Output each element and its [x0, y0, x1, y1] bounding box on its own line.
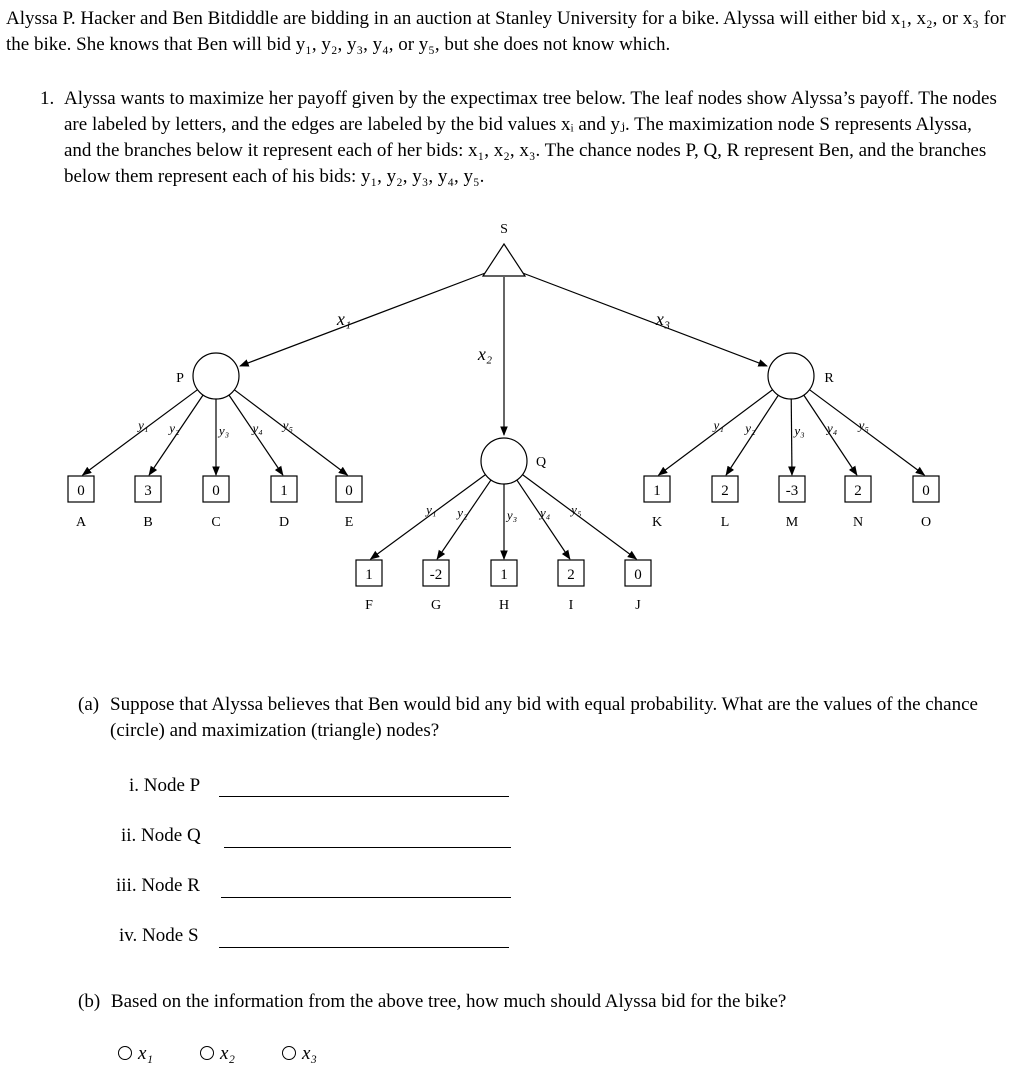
edge-label-q-y4: y₄ — [539, 505, 551, 521]
chance-node-p — [193, 353, 239, 399]
option-x2-label: x₂ — [220, 1043, 236, 1064]
node-label-s: S — [500, 222, 508, 237]
leaf-value-e: 0 — [345, 483, 353, 499]
node-label-q: Q — [535, 455, 547, 470]
leaf-label-l: L — [720, 515, 730, 530]
option-x2[interactable] — [200, 1043, 235, 1065]
question-1-text: Alyssa wants to maximize her payoff given by the expectimax tree below. The leaf nodes show Alyssa’s payoff. The nodes are labeled by letters, and the edges are labeled by the bid values xᵢ and yⱼ. The maximization node S represents Alyssa, and the branches below it represent each of her bids: x₁, x₂, x₃. The chance nodes P, Q, R represent Ben, and the branches below them represent each of his bids: y₁, y₂, y₃, y₄, y₅. — [64, 88, 997, 187]
leaf-label-a: A — [75, 515, 87, 530]
edge-r-m — [791, 399, 792, 475]
edge-label-r-y1: y₁ — [713, 417, 724, 433]
leaf-label-n: N — [852, 515, 864, 530]
answer-blank-s[interactable] — [219, 947, 509, 948]
leaf-value-g: -2 — [429, 567, 443, 583]
option-x1[interactable] — [118, 1043, 153, 1065]
edge-label-p-y1: y₁ — [138, 417, 149, 433]
edge-label-p-y4: y₄ — [252, 420, 263, 436]
edge-label-p-y5: y₅ — [282, 417, 293, 433]
answer-label-p: i. Node P — [129, 775, 201, 796]
leaf-label-b: B — [143, 515, 153, 530]
leaf-value-h: 1 — [500, 567, 508, 583]
answer-node-q — [121, 825, 201, 847]
answer-node-p — [129, 775, 200, 797]
answer-blank-p[interactable] — [219, 796, 509, 797]
leaf-label-i: I — [568, 598, 574, 613]
edge-label-r-y4: y₄ — [826, 420, 838, 436]
leaf-label-j: J — [635, 598, 641, 613]
edge-label-x2: x₂ — [477, 344, 493, 364]
edge-label-x1: x₁ — [336, 309, 352, 329]
radio-circle-icon[interactable] — [282, 1046, 296, 1060]
leaf-value-m: -3 — [785, 483, 799, 499]
node-label-r: R — [824, 371, 834, 386]
leaf-value-n: 2 — [854, 483, 862, 499]
answer-label-s: iv. Node S — [119, 925, 199, 946]
option-x3[interactable] — [282, 1043, 317, 1065]
question-1-number: 1. — [40, 88, 55, 109]
radio-circle-icon[interactable] — [200, 1046, 214, 1060]
edge-label-r-y2: y₂ — [745, 420, 756, 436]
part-b-text: Based on the information from the above tree, how much should Alyssa bid for the bike? — [110, 991, 787, 1012]
leaf-value-i: 2 — [567, 567, 575, 583]
leaf-label-c: C — [211, 515, 221, 530]
edge-label-r-y3: y₃ — [794, 422, 805, 438]
leaf-value-a: 0 — [77, 483, 85, 499]
leaf-value-f: 1 — [365, 567, 373, 583]
part-a-label: (a) — [78, 694, 100, 715]
answer-label-r: iii. Node R — [116, 875, 200, 896]
leaf-label-h: H — [498, 598, 510, 613]
max-node-s — [483, 244, 525, 276]
answer-blank-r[interactable] — [221, 897, 511, 898]
part-a — [78, 692, 1006, 744]
edge-label-q-y3: y₃ — [506, 507, 518, 523]
part-b-label: (b) — [78, 991, 101, 1012]
edge-label-p-y2: y₂ — [169, 420, 180, 436]
option-x3-label: x₃ — [302, 1043, 318, 1064]
answer-node-r — [116, 875, 200, 897]
leaf-label-m: M — [785, 515, 799, 530]
option-x1-label: x₁ — [138, 1043, 154, 1064]
leaf-label-f: F — [365, 598, 373, 613]
leaf-label-k: K — [651, 515, 663, 530]
part-a-text: Suppose that Alyssa believes that Ben would bid any bid with equal probability. What are the values of the chance (circle) and maximization (triangle) nodes? — [110, 694, 978, 741]
leaf-label-e: E — [344, 515, 354, 530]
answer-blank-q[interactable] — [224, 847, 511, 848]
part-b — [78, 989, 786, 1015]
edge-label-p-y3: y₃ — [218, 422, 230, 438]
intro-paragraph: Alyssa P. Hacker and Ben Bitdiddle are bidding in an auction at Stanley University for a bike. Alyssa will either bid x₁, x₂, or x₃ for the bike. She knows that Ben will bid y₁, y₂, y₃, y₄, or y₅, but she does not know which. — [6, 8, 1006, 55]
edge-s-r — [520, 272, 767, 366]
answer-node-s — [119, 925, 199, 947]
leaf-label-o: O — [920, 515, 932, 530]
leaf-value-c: 0 — [212, 483, 220, 499]
leaf-value-j: 0 — [634, 567, 642, 583]
edge-label-q-y5: y₅ — [571, 502, 582, 518]
edge-s-p — [240, 272, 488, 366]
leaf-label-g: G — [430, 598, 442, 613]
answer-label-q: ii. Node Q — [121, 825, 201, 846]
node-label-p: P — [176, 371, 184, 386]
chance-node-q — [481, 438, 527, 484]
edge-label-r-y5: y₅ — [858, 417, 869, 433]
leaf-value-l: 2 — [721, 483, 729, 499]
edge-label-q-y1: y₁ — [426, 502, 437, 518]
leaf-label-d: D — [278, 515, 290, 530]
leaf-value-d: 1 — [280, 483, 288, 499]
leaf-value-b: 3 — [144, 483, 152, 499]
edge-label-x3: x₃ — [655, 309, 671, 329]
leaf-value-k: 1 — [653, 483, 661, 499]
chance-node-r — [768, 353, 814, 399]
radio-circle-icon[interactable] — [118, 1046, 132, 1060]
edge-label-q-y2: y₂ — [457, 505, 468, 521]
leaf-value-o: 0 — [922, 483, 930, 499]
